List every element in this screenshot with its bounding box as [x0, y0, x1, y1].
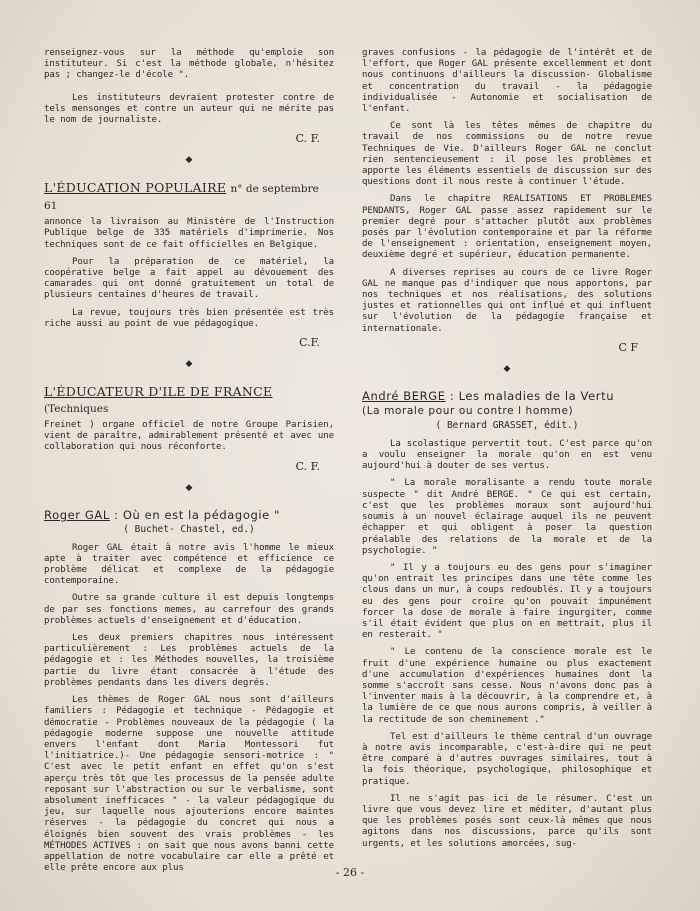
- paragraph: Pour la préparation de ce matériel, la coopérative belge a fait appel au dévouement des camarades qui ont donné gratuitement un total de plusieurs centaines d'heures de travail.: [44, 256, 334, 301]
- paragraph: " La morale moralisante a rendu toute morale suspecte " dit André BERGE. " Ce qui est certain, c'est que les problèmes moraux sont aujourd'hui soumis à un nouvel éclairage auquel ils ne peuvent échapper et qui obligent à poser la question préalable des relations de la morale et de la psychologie. ": [362, 478, 652, 556]
- paragraph: Les instituteurs devraient protester contre de tels mensonges et contre un auteur qui ne mérite pas le nom de journaliste.: [44, 92, 334, 126]
- book-author: Roger GAL: [44, 507, 110, 522]
- left-column: [44, 48, 334, 880]
- signature: C F: [618, 340, 638, 354]
- book-subtitle: (La morale pour ou contre l homme): [362, 404, 574, 417]
- paragraph: Freinet ) organe officiel de notre Groupe Parisien, vient de paraître, admirablement présenté et avec une collaboration qui nous réconforte.: [44, 420, 334, 453]
- page-number: - 26 -: [335, 866, 365, 879]
- separator-diamond-icon: ◆: [503, 363, 511, 374]
- book-publisher: ( Buchet- Chastel, ed.): [123, 523, 255, 535]
- book-review-heading: [362, 389, 652, 404]
- separator-diamond-icon: ◆: [185, 359, 193, 370]
- paragraph: graves confusions - la pédagogie de l'intérêt et de l'effort, que Roger GAL présente excellemment et dont nous continuons d'ailleurs la discussion- Globalisme et concentration du travail - la pédagogie individualisée - Autonomie et socialisation de l'enfant.: [362, 48, 652, 115]
- paragraph: La scolastique pervertit tout. C'est parce qu'on a voulu enseigner la morale qu'on en est venu aujourd'hui à douter de ses vertus.: [362, 438, 652, 472]
- paragraph: Les deux premiers chapitres nous intéressent particulièrement : Les problèmes actuels de la pédagogie et : les Méthodes nouvelles, la troisième partie du livre étant consacrée à l'étude des problèmes pendants dans les divers degrés.: [44, 633, 334, 688]
- paragraph: Les thèmes de Roger GAL nous sont d'ailleurs familiers : Pédagogie et technique - Pédagogie et démocratie - Problèmes nouveaux de la pédagogie ( la pédagogie moderne suppose une nouvelle attitude envers l'enfant dont Maria Montessori fut l'initiatrice.)- Une pédagogie sensori-motrice : " C'est avec le petit enfant en effet qu'on s'est aperçu très tôt que les processus de la pensée adulte reposant sur l'abstraction ou sur le verbalisme, sont absolument inefficaces " - la valeur pédagogique du jeu, sur laquelle nous ajouterions encore maintes réserves - la pédagogie du concret qui nous a éloignés bien souvent des vrais problèmes - les MÉTHODES ACTIVES : on sait que nous avons banni cette appellation de notre vocabulaire car elle a prêté et elle prête encore aux plus: [44, 695, 334, 874]
- signature: C. F.: [295, 132, 320, 146]
- paragraph: Dans le chapitre REALISATIONS ET PROBLEMES PENDANTS, Roger GAL passe assez rapidement sur le premier degré pour s'attacher plutôt aux problèmes posés par l'évolution contemporaine et par la réforme de l'enseignement : orientation, enseignement moyen, deuxième degré et supérieur, éducation permanente.: [362, 194, 652, 261]
- paragraph: renseignez-vous sur la méthode qu'emploie son instituteur. Si c'est la méthode globale, n'hésitez pas ; changez-le d'école ".: [44, 48, 334, 81]
- paragraph: Roger GAL était à notre avis l'homme le mieux apte à traiter avec compétence et efficience ce problème délicat et complexe de la pédagogie contemporaine.: [44, 542, 334, 587]
- paragraph: La revue, toujours très bien présentée est très riche aussi au point de vue pédagogique.: [44, 307, 334, 329]
- heading-detail: (Techniques: [44, 403, 109, 416]
- section-heading: [44, 384, 334, 417]
- book-title: : Les maladies de la Vertu: [449, 388, 615, 403]
- separator-diamond-icon: ◆: [185, 482, 193, 493]
- paragraph: Tel est d'ailleurs le thème central d'un ouvrage à notre avis incomparable, c'est-à-dire qui ne peut être comparé à d'autres ouvrages similaires, tout à la fois théorique, psychologique, philosophique et pratique.: [362, 731, 652, 787]
- heading-title: L'ÉDUCATEUR D'ILE DE FRANCE: [44, 384, 273, 400]
- signature: C. F.: [295, 459, 320, 473]
- separator-diamond-icon: ◆: [185, 155, 193, 166]
- paragraph: Outre sa grande culture il est depuis longtemps de par ses fonctions memes, au carrefour des grands problèmes actuels d'enseignement et d'éducation.: [44, 593, 334, 626]
- paragraph: annonce la livraison au Ministère de l'Instruction Publique belge de 335 matériels d'imprimerie. Nos techniques sont de ce fait officielles en Belgique.: [44, 217, 334, 250]
- signature: C.F.: [299, 336, 320, 350]
- paragraph: " Le contenu de la conscience morale est le fruit d'une expérience humaine ou plus exactement d'une accumulation d'expériences humaines dont la somme s'accroît sans cesse. Nous n'avons donc pas à l'inventer mais à la découvrir, à la comprendre et, à la lumière de ce que nous aurons compris, à veiller à la rectitude de son cheminement .": [362, 647, 652, 725]
- book-publisher: ( Bernard GRASSET, édit.): [435, 419, 579, 431]
- book-author: André BERGE: [362, 388, 446, 403]
- paragraph: Ce sont là les têtes mêmes de chapitre du travail de nos commissions ou de notre revue Techniques de Vie. D'ailleurs Roger GAL ne conclut rien sentencieusement : il pose les problèmes et apporte les éléments essentiels de discussion sur des questions dont il nous reste à continuer l'étude.: [362, 121, 652, 188]
- heading-title: L'ÉDUCATION POPULAIRE: [44, 180, 227, 196]
- heading-detail: n° de septembre 61: [44, 183, 319, 213]
- paragraph: " Il y a toujours eu des gens pour s'imaginer qu'on entrait les principes dans une tête comme les clous dans un mur, à coups redoublés. Il y a toujours eu des gens pour croire qu'on pouvait impunément forcer la dose de morale à faire ingurgiter, comme s'il était évident que plus on en mettrait, plus il en resterait. ": [362, 562, 652, 641]
- paragraph: A diverses reprises au cours de ce livre Roger GAL ne manque pas d'indiquer que nous apportons, par nos techniques et nos réalisations, des solutions justes et rationnelles qui ont influé et qui influent sur l'évolution de la pédagogie française et internationale.: [362, 267, 652, 334]
- book-review-heading: [44, 508, 334, 523]
- paragraph: Il ne s'agit pas ici de le résumer. C'est un livre que vous devez lire et méditer, d'autant plus que les problèmes posés sont ceux-là mêmes que nous agitons dans nos discussions, parce qu'ils sont urgents, et les solutions amorcées, sug-: [362, 793, 652, 849]
- right-column: [362, 48, 652, 856]
- section-heading: [44, 180, 334, 214]
- book-title: : Où en est la pédagogie ": [114, 507, 280, 522]
